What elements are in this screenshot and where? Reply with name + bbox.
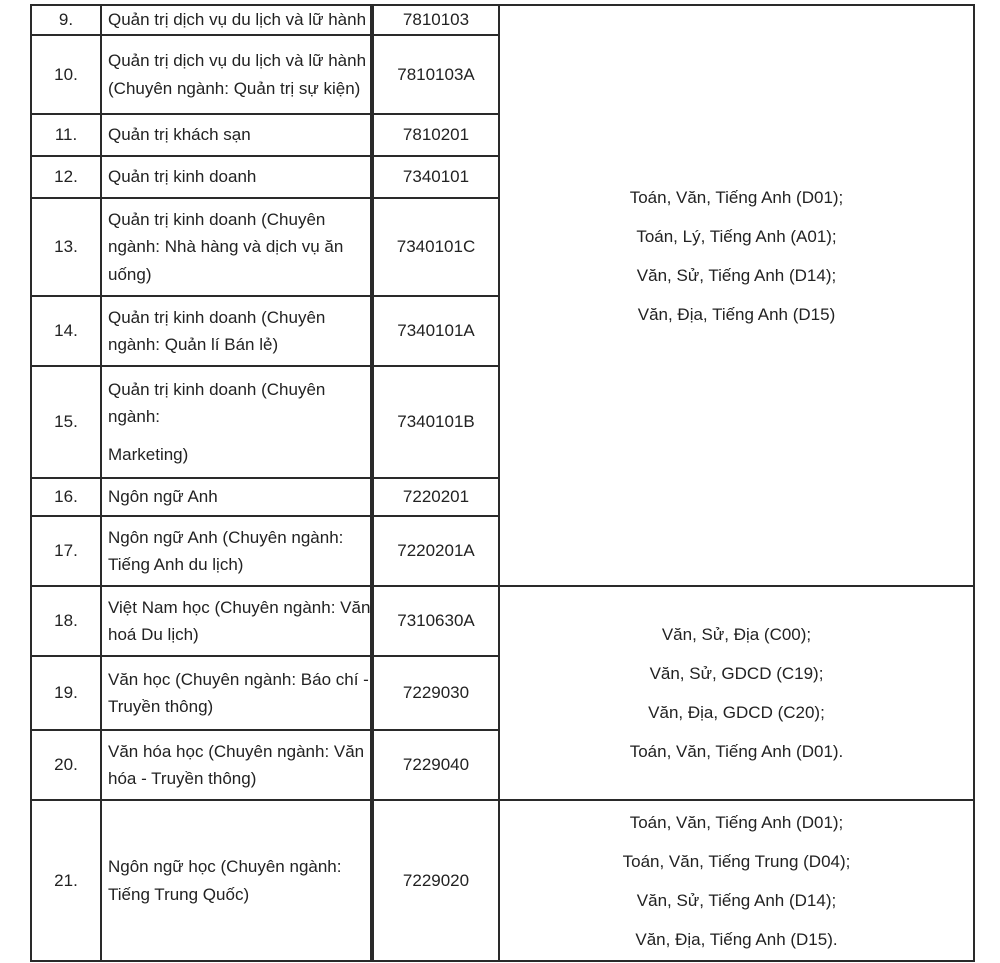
subject-combination-line: Văn, Sử, GDCD (C19); xyxy=(649,664,824,683)
major-name-line: ngành: Nhà hàng và dịch vụ ăn xyxy=(108,237,344,257)
row-number xyxy=(32,36,100,113)
subject-combinations xyxy=(500,801,973,960)
major-name xyxy=(102,479,370,515)
major-code xyxy=(374,517,498,585)
major-code-text: 7340101B xyxy=(397,412,475,432)
major-code xyxy=(374,157,498,197)
major-name xyxy=(102,801,370,960)
column-divider xyxy=(973,4,975,962)
row-number xyxy=(32,731,100,799)
major-name-line: Ngôn ngữ học (Chuyên ngành: xyxy=(108,857,342,876)
subject-combination-line: Toán, Văn, Tiếng Anh (D01). xyxy=(629,742,844,761)
row-number xyxy=(32,517,100,585)
row-number xyxy=(32,657,100,729)
major-code-text: 7810103 xyxy=(402,10,470,30)
subject-combinations xyxy=(500,587,973,799)
major-name xyxy=(102,157,370,197)
major-name-line: Quản trị khách sạn xyxy=(108,125,251,145)
major-code-text: 7340101 xyxy=(402,167,470,187)
major-name-line: hoá Du lịch) xyxy=(108,625,199,644)
major-name-line: Tiếng Trung Quốc) xyxy=(108,884,250,904)
major-code xyxy=(374,657,498,729)
row-number xyxy=(32,587,100,655)
row-number-text: 9. xyxy=(58,10,74,30)
major-code xyxy=(374,367,498,477)
major-code-text: 7229030 xyxy=(402,683,470,703)
row-number-text: 15. xyxy=(54,412,78,432)
major-name-line: Quản trị kinh doanh (Chuyên xyxy=(108,379,326,399)
major-name-line: Việt Nam học (Chuyên ngành: Văn xyxy=(108,597,371,617)
subject-combination-line: Văn, Sử, Tiếng Anh (D14); xyxy=(636,890,837,910)
row-number xyxy=(32,367,100,477)
row-number xyxy=(32,297,100,365)
major-code xyxy=(374,199,498,295)
major-code-text: 7229040 xyxy=(402,755,470,775)
subject-combination-line: Toán, Lý, Tiếng Anh (A01); xyxy=(636,226,837,246)
subject-combination-line: Toán, Văn, Tiếng Trung (D04); xyxy=(622,851,851,871)
major-name-line: hóa - Truyền thông) xyxy=(108,769,257,788)
major-code xyxy=(374,587,498,655)
row-number-text: 14. xyxy=(54,321,78,341)
major-name xyxy=(102,297,370,365)
major-name-line: Quản trị dịch vụ du lịch và lữ hành xyxy=(108,10,367,30)
major-code xyxy=(374,297,498,365)
row-number xyxy=(32,479,100,515)
major-name-line: Quản trị kinh doanh (Chuyên xyxy=(108,307,326,327)
row-number-text: 11. xyxy=(54,125,78,145)
subject-combinations xyxy=(500,0,973,545)
row-number-text: 17. xyxy=(54,541,78,561)
row-number-text: 19. xyxy=(54,683,78,703)
subject-combination-line: Văn, Địa, Tiếng Anh (D15). xyxy=(635,929,838,949)
major-code-text: 7810201 xyxy=(402,125,470,145)
major-name-line: Văn học (Chuyên ngành: Báo chí - xyxy=(108,669,369,689)
row-number-text: 13. xyxy=(54,237,78,257)
major-code-text: 7310630A xyxy=(397,611,475,631)
major-code xyxy=(374,801,498,960)
row-number xyxy=(32,115,100,155)
major-code-text: 7220201A xyxy=(397,541,475,561)
major-name-line: Truyền thông) xyxy=(108,697,214,716)
row-number-text: 16. xyxy=(54,487,78,507)
row-number xyxy=(32,157,100,197)
major-code-text: 7810103A xyxy=(397,64,475,84)
subject-combination-line: Văn, Địa, GDCD (C20); xyxy=(648,703,825,722)
major-name-line: ngành: xyxy=(108,407,160,427)
major-code xyxy=(374,6,498,34)
major-code-text: 7229020 xyxy=(402,870,470,890)
row-number-text: 20. xyxy=(54,755,78,775)
major-name-line: Quản trị kinh doanh (Chuyên xyxy=(108,209,326,229)
major-code-text: 7340101C xyxy=(396,237,476,257)
major-code xyxy=(374,115,498,155)
major-name-line: Quản trị dịch vụ du lịch và lữ hành xyxy=(108,51,367,70)
major-name-line: Ngôn ngữ Anh xyxy=(108,487,218,507)
major-name xyxy=(102,367,370,477)
major-name xyxy=(102,731,370,799)
admissions-table xyxy=(28,0,975,960)
major-name-line: Tiếng Anh du lịch) xyxy=(108,555,244,574)
major-name xyxy=(102,587,370,655)
row-number-text: 12. xyxy=(54,167,78,187)
major-name-line: (Chuyên ngành: Quản trị sự kiện) xyxy=(108,78,361,98)
row-number-text: 18. xyxy=(54,611,78,631)
major-name xyxy=(102,115,370,155)
major-name xyxy=(102,517,370,585)
major-code-text: 7340101A xyxy=(397,321,475,341)
subject-combination-line: Văn, Sử, Tiếng Anh (D14); xyxy=(636,265,837,285)
major-name-line: ngành: Quản lí Bán lẻ) xyxy=(108,335,279,354)
major-code xyxy=(374,479,498,515)
subject-combination-line: Toán, Văn, Tiếng Anh (D01); xyxy=(629,812,844,832)
major-name-line: Quản trị kinh doanh xyxy=(108,167,257,187)
row-divider xyxy=(30,960,975,962)
subject-combination-line: Văn, Địa, Tiếng Anh (D15) xyxy=(637,304,836,324)
major-code xyxy=(374,36,498,113)
row-number-text: 10. xyxy=(54,64,78,84)
subject-combination-line: Văn, Sử, Địa (C00); xyxy=(661,625,812,644)
major-name-line: Marketing) xyxy=(108,444,189,464)
row-number xyxy=(32,801,100,960)
major-code xyxy=(374,731,498,799)
major-name xyxy=(102,36,370,113)
row-number xyxy=(32,6,100,34)
major-code-text: 7220201 xyxy=(402,487,470,507)
row-number-text: 21. xyxy=(54,870,78,890)
subject-combination-line: Toán, Văn, Tiếng Anh (D01); xyxy=(629,187,844,207)
major-name xyxy=(102,6,370,34)
major-name xyxy=(102,199,370,295)
major-name-line: Văn hóa học (Chuyên ngành: Văn xyxy=(108,741,365,761)
row-number xyxy=(32,199,100,295)
major-name-line: Ngôn ngữ Anh (Chuyên ngành: xyxy=(108,527,344,547)
major-name-line: uống) xyxy=(108,264,152,284)
major-name xyxy=(102,657,370,729)
